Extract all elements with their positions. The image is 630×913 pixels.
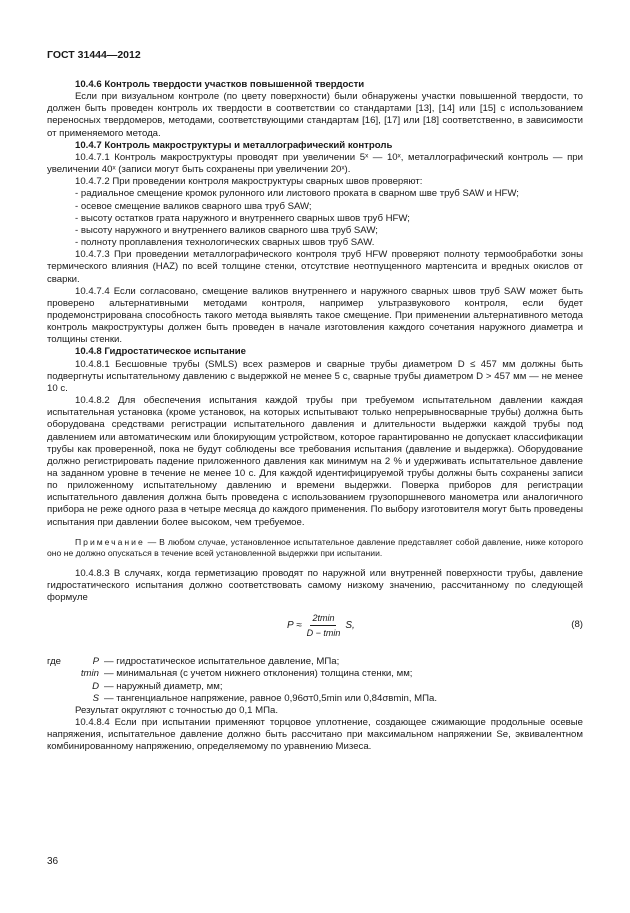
- definition-row: [47, 681, 583, 693]
- section-title-10-4-6: 10.4.6 Контроль твердости участков повышенной твердости: [75, 79, 365, 90]
- definition-symbol: P: [92, 656, 99, 668]
- variable-definitions: [47, 656, 583, 705]
- list-item: - осевое смещение валиков сварного шва труб SAW;: [75, 200, 312, 212]
- paragraph: 10.4.7.2 При проведении контроля макроструктуры сварных швов проверяют:: [75, 176, 423, 188]
- note-text: — В любом случае, установленное испытательное давление представляет собой давление, ниже которого оно не должно опускаться в течение всей установленной выдержки при испытании.: [47, 536, 583, 558]
- formula-lhs: P ≈: [287, 619, 302, 631]
- list-item: - радиальное смещение кромок рулонного или листового проката в сварном шве труб SAW и HFW;: [75, 188, 519, 200]
- equation-number: (8): [571, 619, 583, 631]
- paragraph: 10.4.7.4 Если согласовано, смещение валиков внутреннего и наружного сварных швов труб SAW может быть проверено альтернативными методами контроля, например ультразвукового контроля, если будет продемонстрирована способность такого метода выявлять такое смещение. При применении альтернативного метода контроль макроструктуры должен быть проведен в начале изготовления каждого сочетания наружного диаметра и толщины стенки.: [47, 285, 583, 346]
- section-title-10-4-8: 10.4.8 Гидростатическое испытание: [75, 346, 247, 358]
- definition-symbol: D: [92, 680, 99, 692]
- paragraph: Если при визуальном контроле (по цвету поверхности) были обнаружены участки повышенной твердости, то должен быть проведен контроль их твердости в соответствии со стандартами [13], [14] или [15] с использованием переносных твердомеров, методами, соответствующими стандартам [16], [17] или [18] соответственно, в зависимости от применяемого метода.: [47, 91, 583, 139]
- list-item: - высоту наружного и внутреннего валиков сварного шва труб SAW;: [75, 224, 378, 236]
- paragraph: 10.4.7.3 При проведении металлографического контроля труб HFW проверяют полноту термообработки зоны термического влияния (HAZ) по всей толщине стенки, отсутствие неотпущенного мартенсита и вредных окислов от сварки.: [47, 249, 583, 285]
- formula-rhs: S,: [345, 619, 355, 631]
- formula-expression: [287, 612, 355, 639]
- paragraph: 10.4.7.1 Контроль макроструктуры проводят при увеличении 5ˣ — 10ˣ, металлографический контроль — при увеличении 40ˣ (записи могут быть сохранены при увеличении 20ˣ).: [47, 151, 583, 176]
- definition-symbol: tmin: [80, 668, 99, 680]
- page-number: 36: [47, 856, 59, 867]
- definition-text: — тангенциальное напряжение, равное 0,96σт0,5min или 0,84σвmin, МПа.: [104, 692, 438, 704]
- definition-lead: [47, 668, 63, 680]
- paragraph: 10.4.8.2 Для обеспечения испытания каждой трубы при требуемом испытательном давлении каждая испытательная установка (кроме установок, на которых испытывают только непрерывносварные трубы) должна быть оборудована средствами регистрации испытательного давления и длительности выдержки каждой трубы под давлением или автоматическим или блокирующим устройством, которое гарантированно не допускает классификации трубы как проверенной, пока не будут соблюдены все требования испытания (давление и выдержка). Оборудование должно регистрировать падение приложенного давления как минимум на 2 % и удерживать испытательное давление на заданном уровне в течение не менее 10 с. Для каждой идентифицируемой трубы должны быть сохранены записи по приложенному испытательному давлению и времени выдержки. Поверка приборов для регистрации испытательного давления должна быть проведена с использованием грузопоршневого манометра или аналогичного прибора не реже одного раза в четыре месяца до каждого применения. По выбору изготовителя могут быть проведены испытания при давлении более высоком, чем требуемое.: [47, 395, 583, 528]
- definition-lead: [47, 681, 63, 693]
- definition-symbol: S: [92, 692, 99, 704]
- definition-lead: [47, 693, 63, 705]
- definition-text: — наружный диаметр, мм;: [104, 680, 223, 692]
- paragraph: 10.4.8.3 В случаях, когда герметизацию проводят по наружной или внутренней поверхности трубы, давление гидростатического испытания должно соответствовать самому низкому значению, рассчитанному по следующей формуле: [47, 567, 583, 604]
- definition-row: [47, 668, 583, 680]
- definition-text: — гидростатическое испытательное давление, МПа;: [104, 656, 340, 668]
- paragraph: Результат округляют с точностью до 0,1 МПа.: [75, 704, 279, 716]
- formula-denominator: D − tmin: [306, 628, 341, 639]
- document-header: ГОСТ 31444—2012: [47, 49, 141, 61]
- paragraph: 10.4.8.1 Бесшовные трубы (SMLS) всех размеров и сварные трубы диаметром D ≤ 457 мм должны быть подвергнуты испытательному давлению с выдержкой не менее 5 с, сварные трубы диаметром D > 457 мм — не менее 10 с.: [47, 358, 583, 394]
- definition-row: [47, 656, 583, 668]
- formula-8: [47, 606, 583, 650]
- definition-row: [47, 693, 583, 705]
- note-label: Примечание: [75, 536, 145, 547]
- document-body: [47, 79, 583, 754]
- paragraph: 10.4.8.4 Если при испытании применяют торцовое уплотнение, создающее сжимающие продольные осевые напряжения, испытательное давление должно быть рассчитано при максимальном напряжении Sе, эквивалентном комбинированному напряжению, определяемому по уравнению Мизеса.: [47, 717, 583, 753]
- definition-lead: где: [47, 656, 62, 668]
- section-title-10-4-7: 10.4.7 Контроль макроструктуры и металлографический контроль: [75, 139, 393, 151]
- list-item: - полноту проплавления технологических сварных швов труб SAW.: [75, 237, 375, 249]
- formula-numerator: 2tmin: [310, 612, 336, 626]
- formula-fraction: [305, 612, 343, 639]
- note: [47, 537, 583, 559]
- definition-text: — минимальная (с учетом нижнего отклонения) толщина стенки, мм;: [104, 668, 413, 680]
- list-item: - высоту остатков грата наружного и внутреннего сварных швов труб HFW;: [75, 212, 410, 224]
